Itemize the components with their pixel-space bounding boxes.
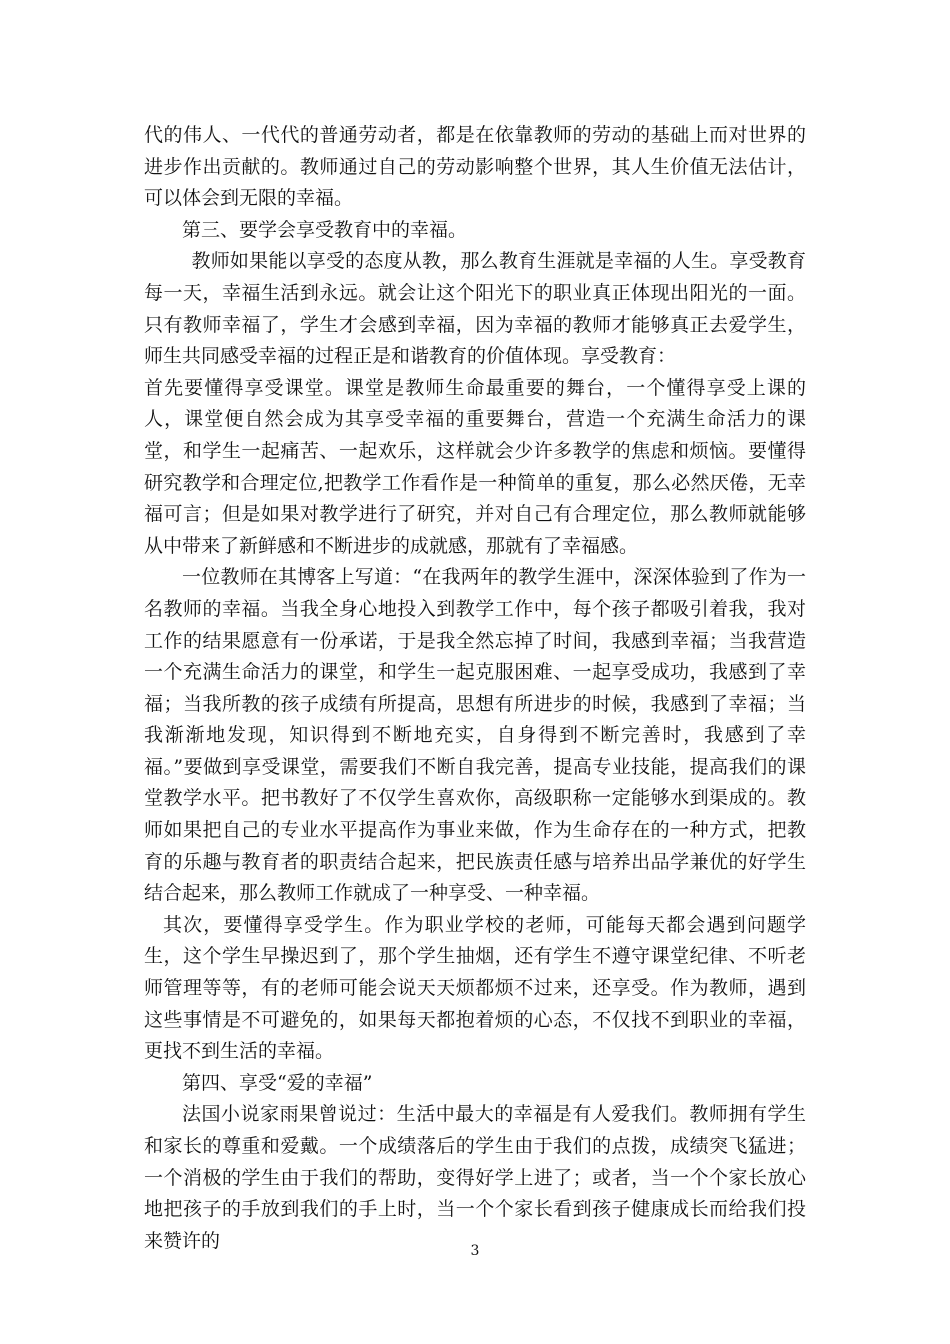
paragraph-3: 教师如果能以享受的态度从教，那么教育生涯就是幸福的人生。享受教育每一天，幸福生活到永远。就会让这个阳光下的职业真正体现出阳光的一面。只有教师幸福了，学生才会感到幸福，因为幸福的教师才能够真正去爱学生，师生共同感受幸福的过程正是和谐教育的价值体现。享受教育： bbox=[144, 250, 806, 368]
paragraph-8: 法国小说家雨果曾说过：生活中最大的幸福是有人爱我们。教师拥有学生和家长的尊重和爱戴。一个成绩落后的学生由于我们的点拨，成绩突飞猛进；一个消极的学生由于我们的帮助，变得好学上进了；或者，当一个个家长放心地把孩子的手放到我们的手上时，当一个个家长看到孩子健康成长而给我们投来赞许的 bbox=[144, 1103, 806, 1252]
section-heading-4: 第四、享受“爱的幸福” bbox=[182, 1071, 373, 1094]
document-body bbox=[144, 120, 806, 1257]
page-number: 3 bbox=[470, 1243, 480, 1259]
section-heading-3: 第三、要学会享受教育中的幸福。 bbox=[182, 218, 468, 241]
paragraph-4: 首先要懂得享受课堂。课堂是教师生命最重要的舞台，一个懂得享受上课的人，课堂便自然会成为其享受幸福的重要舞台，营造一个充满生命活力的课堂，和学生一起痛苦、一起欢乐，这样就会少许多教学的焦虑和烦恼。要懂得研究教学和合理定位,把教学工作看作是一种简单的重复，那么必然厌倦，无幸福可言；但是如果对教学进行了研究，并对自己有合理定位，那么教师就能够从中带来了新鲜感和不断进步的成就感，那就有了幸福感。 bbox=[144, 376, 806, 557]
paragraph-1: 代的伟人、一代代的普通劳动者，都是在依靠教师的劳动的基础上而对世界的进步作出贡献的。教师通过自己的劳动影响整个世界，其人生价值无法估计，可以体会到无限的幸福。 bbox=[144, 124, 806, 210]
paragraph-5: 一位教师在其博客上写道：“在我两年的教学生涯中，深深体验到了作为一名教师的幸福。当我全身心地投入到教学工作中，每个孩子都吸引着我，我对工作的结果愿意有一份承诺，于是我全然忘掉了时间，我感到幸福；当我营造一个充满生命活力的课堂，和学生一起克服困难、一起享受成功，我感到了幸福；当我所教的孩子成绩有所提高，思想有所进步的时候，我感到了幸福；当我渐渐地发现，知识得到不断地充实，自身得到不断完善时，我感到了幸福。”要做到享受课堂，需要我们不断自我完善，提高专业技能，提高我们的课堂教学水平。把书教好了不仅学生喜欢你，高级职称一定能够水到渠成的。教师如果把自己的专业水平提高作为事业来做，作为生命存在的一种方式，把教育的乐趣与教育者的职责结合起来，把民族责任感与培养出品学兼优的好学生结合起来，那么教师工作就成了一种享受、一种幸福。 bbox=[144, 566, 806, 905]
paragraph-6: 其次，要懂得享受学生。作为职业学校的老师，可能每天都会遇到问题学生，这个学生早操迟到了，那个学生抽烟，还有学生不遵守课堂纪律、不听老师管理等等，有的老师可能会说天天烦都烦不过来，还享受。作为教师，遇到这些事情是不可避免的，如果每天都抱着烦的心态，不仅找不到职业的幸福，更找不到生活的幸福。 bbox=[144, 913, 806, 1063]
